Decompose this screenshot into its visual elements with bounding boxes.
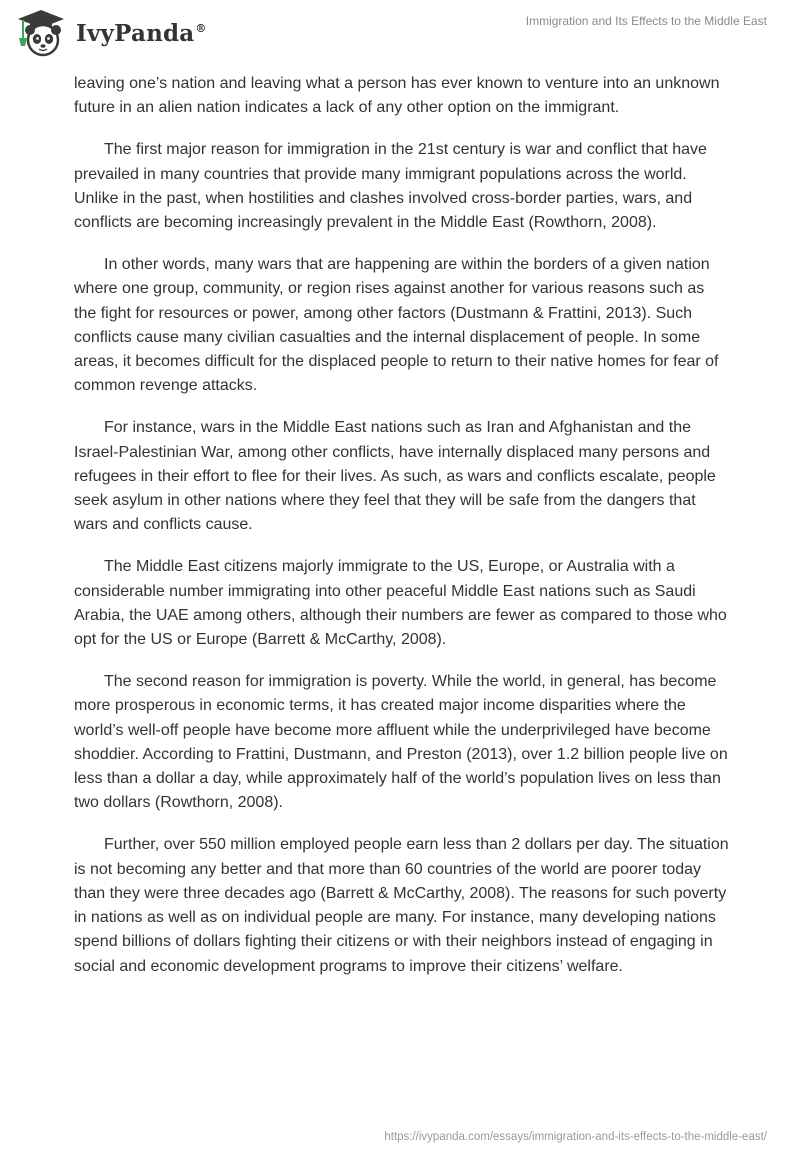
- panda-logo-icon: [14, 8, 68, 58]
- document-title: Immigration and Its Effects to the Middle East: [525, 14, 767, 28]
- paragraph: The Middle East citizens majorly immigrate to the US, Europe, or Australia with a considerable number immigrating into other peaceful Middle East nations such as Saudi Arabia, the UAE among others, although their numbers are fewer as compared to those who opt for the US or Europe (Barrett & McCarthy, 2008).: [74, 558, 727, 649]
- paragraph: Further, over 550 million employed people earn less than 2 dollars per day. The situation is not becoming any better and that more than 60 countries of the world are poorer today than they were three decades ago (Barrett & McCarthy, 2008). The reasons for such poverty in nations as well as on individual people are many. For instance, many developing nations spend billions of dollars fighting their citizens or with their neighbors instead of engaging in social and economic development programs to improve their citizens’ welfare.: [74, 836, 729, 975]
- brand-logo-link[interactable]: [14, 8, 207, 58]
- paragraph: In other words, many wars that are happening are within the borders of a given nation where one group, community, or region rises against another for various reasons such as the fight for resources or power, among other factors (Dustmann & Frattini, 2013). Such conflicts cause many civilian casualties and the internal displacement of people. In some areas, it becomes difficult for the displaced people to return to their native homes for fear of common revenge attacks.: [74, 256, 719, 395]
- paragraph: The second reason for immigration is poverty. While the world, in general, has become more prosperous in economic terms, it has created major income disparities where the world’s well-off people have become more affluent while the underprivileged have become shoddier. According to Frattini, Dustmann, and Preston (2013), over 1.2 billion people live on less than a dollar a day, while approximately half of the world’s population lives on less than two dollars (Rowthorn, 2008).: [74, 673, 728, 812]
- paragraph: leaving one’s nation and leaving what a person has ever known to venture into an unknown future in an alien nation indicates a lack of any other option on the immigrant.: [74, 75, 720, 117]
- essay-body: [74, 72, 730, 997]
- brand-name-text: IvyPanda: [76, 19, 195, 47]
- registered-mark: ®: [195, 21, 207, 35]
- source-url-link[interactable]: https://ivypanda.com/essays/immigration-and-its-effects-to-the-middle-east/: [384, 1131, 767, 1143]
- paragraph: The first major reason for immigration in the 21st century is war and conflict that have prevailed in many countries that provide many immigrant populations across the world. Unlike in the past, when hostilities and clashes involved cross-border parties, wars, and conflicts are becoming increasingly prevalent in the Middle East (Rowthorn, 2008).: [74, 141, 707, 232]
- page-header: [0, 0, 800, 64]
- brand-name: [76, 20, 207, 47]
- paragraph: For instance, wars in the Middle East nations such as Iran and Afghanistan and the Israel-Palestinian War, among other conflicts, have internally displaced many persons and refugees in their effort to flee for their lives. As such, as wars and conflicts escalate, people seek asylum in other nations where they feel that they will be safe from the dangers that wars and conflicts cause.: [74, 419, 716, 534]
